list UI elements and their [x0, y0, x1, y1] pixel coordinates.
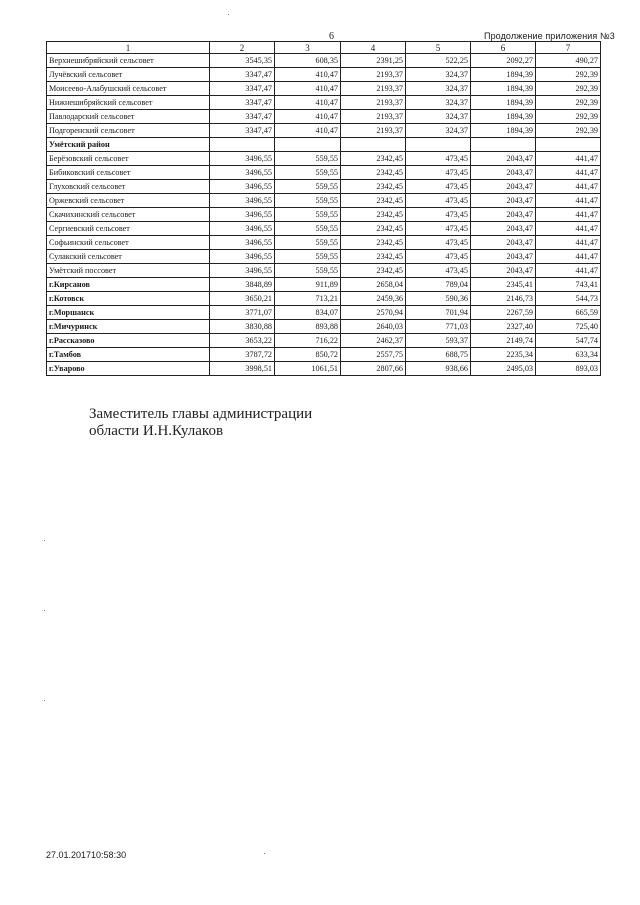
- cell-col-7: 292,39: [536, 110, 601, 124]
- cell-col-6: 2495,03: [471, 362, 536, 376]
- scan-speck: [228, 14, 229, 15]
- cell-col-3: [275, 138, 341, 152]
- cell-col-5: 522,25: [406, 54, 471, 68]
- cell-col-3: 410,47: [275, 96, 341, 110]
- table-row: [47, 264, 601, 278]
- cell-col-2: 3496,55: [210, 236, 275, 250]
- cell-col-6: 2043,47: [471, 194, 536, 208]
- cell-col-5: 473,45: [406, 264, 471, 278]
- cell-col-5: 590,36: [406, 292, 471, 306]
- tariff-table: [46, 41, 601, 376]
- cell-col-3: 559,55: [275, 180, 341, 194]
- cell-col-6: 2345,41: [471, 278, 536, 292]
- cell-col-7: 441,47: [536, 236, 601, 250]
- row-name: Умётский район: [47, 138, 210, 152]
- table-row: [47, 222, 601, 236]
- row-name: Бибиковский сельсовет: [47, 166, 210, 180]
- row-name: г.Моршанск: [47, 306, 210, 320]
- cell-col-3: 834,07: [275, 306, 341, 320]
- city-row: [47, 334, 601, 348]
- cell-col-4: 2570,94: [341, 306, 406, 320]
- city-row: [47, 320, 601, 334]
- cell-col-3: 410,47: [275, 110, 341, 124]
- cell-col-6: 2327,40: [471, 320, 536, 334]
- cell-col-7: 441,47: [536, 166, 601, 180]
- cell-col-7: 633,34: [536, 348, 601, 362]
- cell-col-3: 850,72: [275, 348, 341, 362]
- row-name: Сергиевский сельсовет: [47, 222, 210, 236]
- table-body: [47, 54, 601, 376]
- cell-col-5: 473,45: [406, 236, 471, 250]
- cell-col-5: 789,04: [406, 278, 471, 292]
- cell-col-6: 2043,47: [471, 222, 536, 236]
- column-header-5: 5: [406, 42, 471, 54]
- cell-col-2: 3496,55: [210, 222, 275, 236]
- cell-col-4: 2459,36: [341, 292, 406, 306]
- cell-col-7: 292,39: [536, 82, 601, 96]
- cell-col-7: 743,41: [536, 278, 601, 292]
- table-row: [47, 96, 601, 110]
- cell-col-6: 1894,39: [471, 96, 536, 110]
- cell-col-2: 3787,72: [210, 348, 275, 362]
- cell-col-6: 2043,47: [471, 166, 536, 180]
- cell-col-5: 771,03: [406, 320, 471, 334]
- cell-col-5: 473,45: [406, 166, 471, 180]
- cell-col-3: 559,55: [275, 152, 341, 166]
- cell-col-2: 3496,55: [210, 166, 275, 180]
- table-header-row: [47, 42, 601, 54]
- cell-col-4: 2193,37: [341, 68, 406, 82]
- row-name: г.Тамбов: [47, 348, 210, 362]
- cell-col-4: 2391,25: [341, 54, 406, 68]
- cell-col-2: 3998,51: [210, 362, 275, 376]
- table-row: [47, 152, 601, 166]
- cell-col-4: 2807,66: [341, 362, 406, 376]
- cell-col-4: 2342,45: [341, 152, 406, 166]
- cell-col-2: 3650,21: [210, 292, 275, 306]
- cell-col-5: 473,45: [406, 250, 471, 264]
- print-timestamp: 27.01.201710:58:30: [46, 850, 127, 860]
- cell-col-4: 2342,45: [341, 208, 406, 222]
- cell-col-7: 893,03: [536, 362, 601, 376]
- cell-col-6: 2043,47: [471, 208, 536, 222]
- cell-col-3: 410,47: [275, 82, 341, 96]
- cell-col-6: 1894,39: [471, 68, 536, 82]
- row-name: Нижнешибряйский сельсовет: [47, 96, 210, 110]
- table-row: [47, 82, 601, 96]
- cell-col-5: 324,37: [406, 124, 471, 138]
- scan-speck: [264, 853, 265, 854]
- cell-col-4: 2193,37: [341, 124, 406, 138]
- table-row: [47, 124, 601, 138]
- cell-col-5: 473,45: [406, 208, 471, 222]
- cell-col-5: 324,37: [406, 110, 471, 124]
- city-row: [47, 362, 601, 376]
- cell-col-6: 1894,39: [471, 82, 536, 96]
- cell-col-5: 473,45: [406, 194, 471, 208]
- cell-col-2: [210, 138, 275, 152]
- cell-col-4: 2342,45: [341, 194, 406, 208]
- cell-col-2: 3496,55: [210, 264, 275, 278]
- scan-speck: [44, 700, 45, 701]
- district-row: [47, 138, 601, 152]
- row-name: Софьинский сельсовет: [47, 236, 210, 250]
- cell-col-6: 2092,27: [471, 54, 536, 68]
- cell-col-2: 3830,88: [210, 320, 275, 334]
- cell-col-2: 3347,47: [210, 82, 275, 96]
- table-row: [47, 236, 601, 250]
- cell-col-5: 473,45: [406, 152, 471, 166]
- cell-col-5: 701,94: [406, 306, 471, 320]
- city-row: [47, 306, 601, 320]
- cell-col-4: 2342,45: [341, 264, 406, 278]
- cell-col-4: 2342,45: [341, 222, 406, 236]
- row-name: Верхнешибряйский сельсовет: [47, 54, 210, 68]
- cell-col-7: 544,73: [536, 292, 601, 306]
- city-row: [47, 348, 601, 362]
- cell-col-6: 2267,59: [471, 306, 536, 320]
- cell-col-2: 3496,55: [210, 208, 275, 222]
- cell-col-3: 713,21: [275, 292, 341, 306]
- cell-col-4: 2193,37: [341, 110, 406, 124]
- cell-col-4: 2342,45: [341, 250, 406, 264]
- cell-col-3: 716,22: [275, 334, 341, 348]
- cell-col-6: 2235,34: [471, 348, 536, 362]
- cell-col-2: 3545,35: [210, 54, 275, 68]
- signature-block: [89, 406, 312, 440]
- cell-col-3: 559,55: [275, 208, 341, 222]
- cell-col-7: 665,59: [536, 306, 601, 320]
- row-name: Сулакский сельсовет: [47, 250, 210, 264]
- cell-col-6: 2149,74: [471, 334, 536, 348]
- column-header-1: 1: [47, 42, 210, 54]
- row-name: Оржевский сельсовет: [47, 194, 210, 208]
- cell-col-6: 2043,47: [471, 180, 536, 194]
- cell-col-6: 1894,39: [471, 110, 536, 124]
- cell-col-7: 292,39: [536, 68, 601, 82]
- cell-col-2: 3496,55: [210, 180, 275, 194]
- row-name: Павлодарский сельсовет: [47, 110, 210, 124]
- cell-col-5: 593,37: [406, 334, 471, 348]
- scan-speck: [44, 610, 45, 611]
- cell-col-3: 559,55: [275, 236, 341, 250]
- cell-col-5: 473,45: [406, 222, 471, 236]
- cell-col-5: 324,37: [406, 82, 471, 96]
- cell-col-2: 3496,55: [210, 194, 275, 208]
- cell-col-2: 3653,22: [210, 334, 275, 348]
- row-name: Подгоренский сельсовет: [47, 124, 210, 138]
- page-number: 6: [329, 31, 334, 42]
- cell-col-7: 441,47: [536, 152, 601, 166]
- cell-col-7: 547,74: [536, 334, 601, 348]
- cell-col-2: 3771,07: [210, 306, 275, 320]
- column-header-2: 2: [210, 42, 275, 54]
- cell-col-6: 2043,47: [471, 236, 536, 250]
- table-row: [47, 250, 601, 264]
- cell-col-7: 292,39: [536, 96, 601, 110]
- cell-col-6: 2043,47: [471, 264, 536, 278]
- table-row: [47, 180, 601, 194]
- cell-col-3: 911,89: [275, 278, 341, 292]
- cell-col-4: 2193,37: [341, 96, 406, 110]
- table-row: [47, 110, 601, 124]
- row-name: Моисеево-Алабушский сельсовет: [47, 82, 210, 96]
- cell-col-2: 3347,47: [210, 110, 275, 124]
- city-row: [47, 292, 601, 306]
- cell-col-5: 324,37: [406, 68, 471, 82]
- cell-col-3: 559,55: [275, 264, 341, 278]
- cell-col-7: 441,47: [536, 194, 601, 208]
- signature-name: области И.Н.Кулаков: [89, 423, 224, 439]
- cell-col-3: 893,88: [275, 320, 341, 334]
- cell-col-3: 559,55: [275, 166, 341, 180]
- cell-col-7: 441,47: [536, 222, 601, 236]
- cell-col-3: 1061,51: [275, 362, 341, 376]
- cell-col-3: 410,47: [275, 68, 341, 82]
- cell-col-4: 2462,37: [341, 334, 406, 348]
- city-row: [47, 278, 601, 292]
- cell-col-7: [536, 138, 601, 152]
- cell-col-7: 441,47: [536, 208, 601, 222]
- cell-col-4: 2658,04: [341, 278, 406, 292]
- row-name: Глуховский сельсовет: [47, 180, 210, 194]
- cell-col-7: 725,40: [536, 320, 601, 334]
- row-name: Умётский поссовет: [47, 264, 210, 278]
- table-row: [47, 68, 601, 82]
- row-name: г.Мичуринск: [47, 320, 210, 334]
- cell-col-2: 3347,47: [210, 96, 275, 110]
- table-row: [47, 54, 601, 68]
- row-name: Скачихинский сельсовет: [47, 208, 210, 222]
- row-name: г.Рассказово: [47, 334, 210, 348]
- cell-col-7: 490,27: [536, 54, 601, 68]
- cell-col-4: 2557,75: [341, 348, 406, 362]
- row-name: г.Котовск: [47, 292, 210, 306]
- row-name: Лучёвский сельсовет: [47, 68, 210, 82]
- cell-col-4: 2342,45: [341, 166, 406, 180]
- cell-col-3: 410,47: [275, 124, 341, 138]
- cell-col-5: 473,45: [406, 180, 471, 194]
- cell-col-2: 3496,55: [210, 250, 275, 264]
- row-name: г.Уварово: [47, 362, 210, 376]
- row-name: Берёзовский сельсовет: [47, 152, 210, 166]
- cell-col-7: 441,47: [536, 180, 601, 194]
- table-row: [47, 166, 601, 180]
- table-row: [47, 194, 601, 208]
- cell-col-5: [406, 138, 471, 152]
- cell-col-7: 441,47: [536, 250, 601, 264]
- cell-col-6: [471, 138, 536, 152]
- cell-col-7: 292,39: [536, 124, 601, 138]
- cell-col-5: 688,75: [406, 348, 471, 362]
- continuation-note: Продолжение приложения №3: [484, 31, 615, 41]
- cell-col-3: 608,35: [275, 54, 341, 68]
- cell-col-2: 3347,47: [210, 68, 275, 82]
- row-name: г.Кирсанов: [47, 278, 210, 292]
- cell-col-6: 1894,39: [471, 124, 536, 138]
- column-header-3: 3: [275, 42, 341, 54]
- cell-col-6: 2043,47: [471, 152, 536, 166]
- cell-col-4: 2342,45: [341, 236, 406, 250]
- column-header-7: 7: [536, 42, 601, 54]
- cell-col-2: 3848,89: [210, 278, 275, 292]
- table-row: [47, 208, 601, 222]
- cell-col-2: 3496,55: [210, 152, 275, 166]
- cell-col-2: 3347,47: [210, 124, 275, 138]
- column-header-6: 6: [471, 42, 536, 54]
- cell-col-3: 559,55: [275, 222, 341, 236]
- cell-col-4: [341, 138, 406, 152]
- cell-col-7: 441,47: [536, 264, 601, 278]
- cell-col-5: 938,66: [406, 362, 471, 376]
- cell-col-3: 559,55: [275, 250, 341, 264]
- cell-col-6: 2043,47: [471, 250, 536, 264]
- cell-col-5: 324,37: [406, 96, 471, 110]
- column-header-4: 4: [341, 42, 406, 54]
- cell-col-4: 2193,37: [341, 82, 406, 96]
- cell-col-4: 2640,03: [341, 320, 406, 334]
- signature-title: Заместитель главы администрации: [89, 406, 313, 422]
- scan-speck: [44, 540, 45, 541]
- cell-col-6: 2146,73: [471, 292, 536, 306]
- cell-col-4: 2342,45: [341, 180, 406, 194]
- cell-col-3: 559,55: [275, 194, 341, 208]
